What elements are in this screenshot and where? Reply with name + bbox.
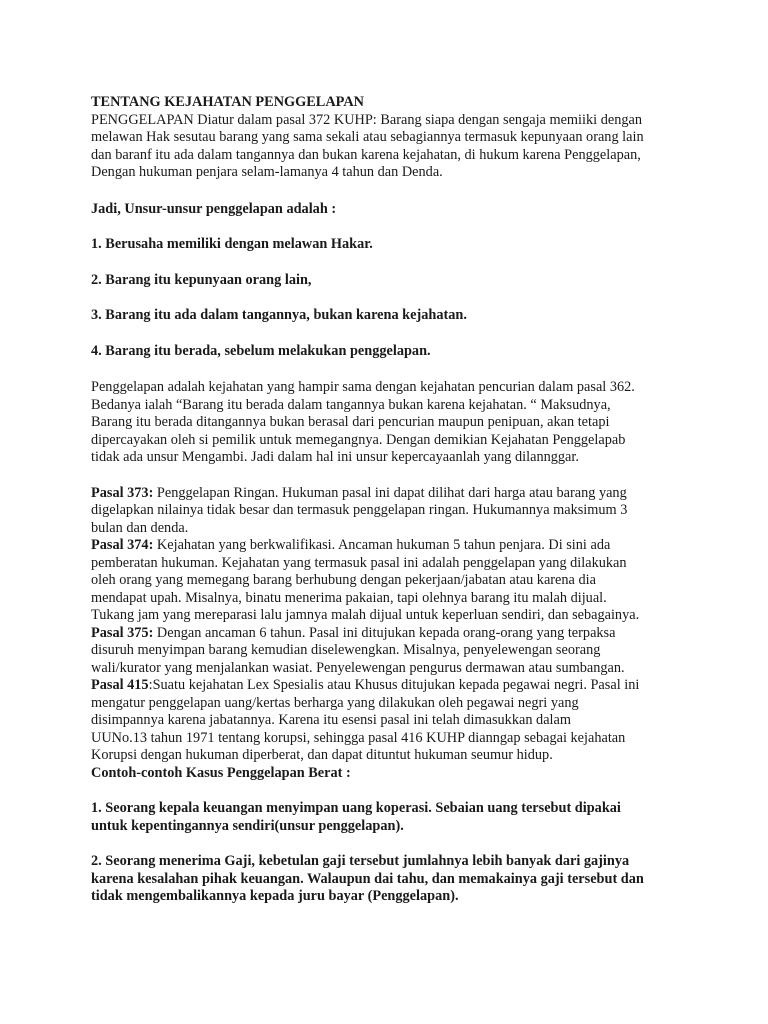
explanation-line: Penggelapan adalah kejahatan yang hampir sama dengan kejahatan pencurian dalam pasal 362. (91, 379, 635, 395)
explanation-line: tidak ada unsur Mengambi. Jadi dalam hal ini unsur kepercayaanlah yang dilannggar. (91, 449, 579, 465)
pasal-text: :Suatu kejahatan Lex Spesialis atau Khusus ditujukan kepada pegawai negri. Pasal ini (148, 677, 640, 693)
element-item: 3. Barang itu ada dalam tangannya, bukan karena kejahatan. (91, 307, 467, 323)
pasal-line (91, 537, 698, 555)
elements-heading: Jadi, Unsur-unsur penggelapan adalah : (91, 200, 337, 217)
pasal-line: Korupsi dengan hukuman diperberat, dan dapat dituntut hukuman seumur hidup. (91, 747, 553, 763)
examples-heading: Contoh-contoh Kasus Penggelapan Berat : (91, 764, 351, 781)
pasal-line: mengatur penggelapan uang/kertas berharga yang dilakukan oleh pegawai negri yang (91, 694, 579, 711)
pasal-415 (91, 677, 698, 765)
pasal-line (91, 625, 698, 643)
element-item: 2. Barang itu kepunyaan orang lain, (91, 271, 312, 288)
pasal-375 (91, 625, 698, 678)
pasal-section (91, 485, 698, 765)
pasal-line (91, 485, 698, 503)
explanation-line: dipercayakan oleh si pemilik untuk memegangnya. Dengan demikian Kejahatan Penggelapab (91, 431, 626, 448)
pasal-374 (91, 537, 698, 625)
pasal-line: Tukang jam yang mereparasi lalu jamnya malah dijual untuk keperluan sendiri, dan sebagainya. (91, 607, 640, 623)
pasal-line: pemberatan hukuman. Kejahatan yang termasuk pasal ini adalah penggelapan yang dilakukan (91, 554, 627, 571)
example-item (91, 800, 698, 835)
intro-line: melawan Hak sesutau barang yang sama sekali atau sebagiannya termasuk kepunyaan orang lain (91, 129, 644, 145)
intro-line: PENGGELAPAN Diatur dalam pasal 372 KUHP: Barang siapa dengan sengaja memiiki dengan (91, 111, 642, 128)
pasal-line: UUNo.13 tahun 1971 tentang korupsi, sehingga pasal 416 KUHP dianngap sebagai kejahatan (91, 729, 626, 746)
pasal-line: bulan dan denda. (91, 519, 189, 536)
example-item (91, 853, 698, 906)
pasal-line: digelapkan nilainya tidak besar dan termasuk penggelapan ringan. Hukumannya maksimum 3 (91, 502, 628, 518)
element-item: 1. Berusaha memiliki dengan melawan Hakar. (91, 236, 373, 252)
example-line: untuk kepentingannya sendiri(unsur penggelapan). (91, 817, 404, 834)
document-title: TENTANG KEJAHATAN PENGGELAPAN (91, 94, 364, 110)
pasal-text: Kejahatan yang berkwalifikasi. Ancaman hukuman 5 tahun penjara. Di sini ada (153, 537, 611, 553)
example-line: 2. Seorang menerima Gaji, kebetulan gaji tersebut jumlahnya lebih banyak dari gajinya (91, 853, 630, 869)
pasal-373 (91, 485, 698, 538)
explanation-line: Bedanya ialah “Barang itu berada dalam tangannya bukan karena kejahatan. “ Maksudnya, (91, 396, 611, 413)
pasal-heading: Pasal 375: (91, 624, 154, 641)
intro-paragraph (91, 112, 698, 182)
pasal-heading: Pasal 373: (91, 484, 154, 501)
example-line: karena kesalahan pihak keuangan. Walaupun dai tahu, dan memakainya gaji tersebut dan (91, 870, 644, 887)
pasal-text: Penggelapan Ringan. Hukuman pasal ini dapat dilihat dari harga atau barang yang (153, 484, 627, 501)
pasal-line: disuruh menyimpan barang kemudian diselewengkan. Misalnya, penyelewengan seorang (91, 642, 601, 658)
pasal-line: oleh orang yang memegang barang berhubung dengan pekerjaan/jabatan atau karena dia (91, 572, 596, 588)
explanation-line: Barang itu berada ditangannya bukan berasal dari pencurian maupun penipuan, akan tetapi (91, 414, 610, 430)
pasal-line: wali/kurator yang menjalankan wasiat. Penyelewengan pengurus dermawan atau sumbangan. (91, 659, 625, 676)
pasal-line (91, 677, 698, 695)
intro-line: dan baranf itu ada dalam tangannya dan bukan karena kejahatan, di hukum karena Penggelapan, (91, 146, 641, 163)
pasal-line: disimpannya karena jabatannya. Karena itu esensi pasal ini telah dimasukkan dalam (91, 712, 571, 728)
example-line: tidak mengembalikannya kepada juru bayar (Penggelapan). (91, 888, 459, 904)
intro-line: Dengan hukuman penjara selam-lamanya 4 tahun dan Denda. (91, 164, 443, 180)
explanation-paragraph (91, 379, 698, 467)
pasal-text: Dengan ancaman 6 tahun. Pasal ini ditujukan kepada orang-orang yang terpaksa (153, 624, 616, 641)
example-line: 1. Seorang kepala keuangan menyimpan uang koperasi. Sebaian uang tersebut dipakai (91, 800, 621, 816)
pasal-heading: Pasal 415 (91, 677, 149, 693)
element-item: 4. Barang itu berada, sebelum melakukan penggelapan. (91, 342, 431, 359)
pasal-line: mendapat upah. Misalnya, binatu menerima pakaian, tapi olehnya barang itu malah dijual. (91, 589, 607, 606)
pasal-heading: Pasal 374: (91, 537, 154, 553)
